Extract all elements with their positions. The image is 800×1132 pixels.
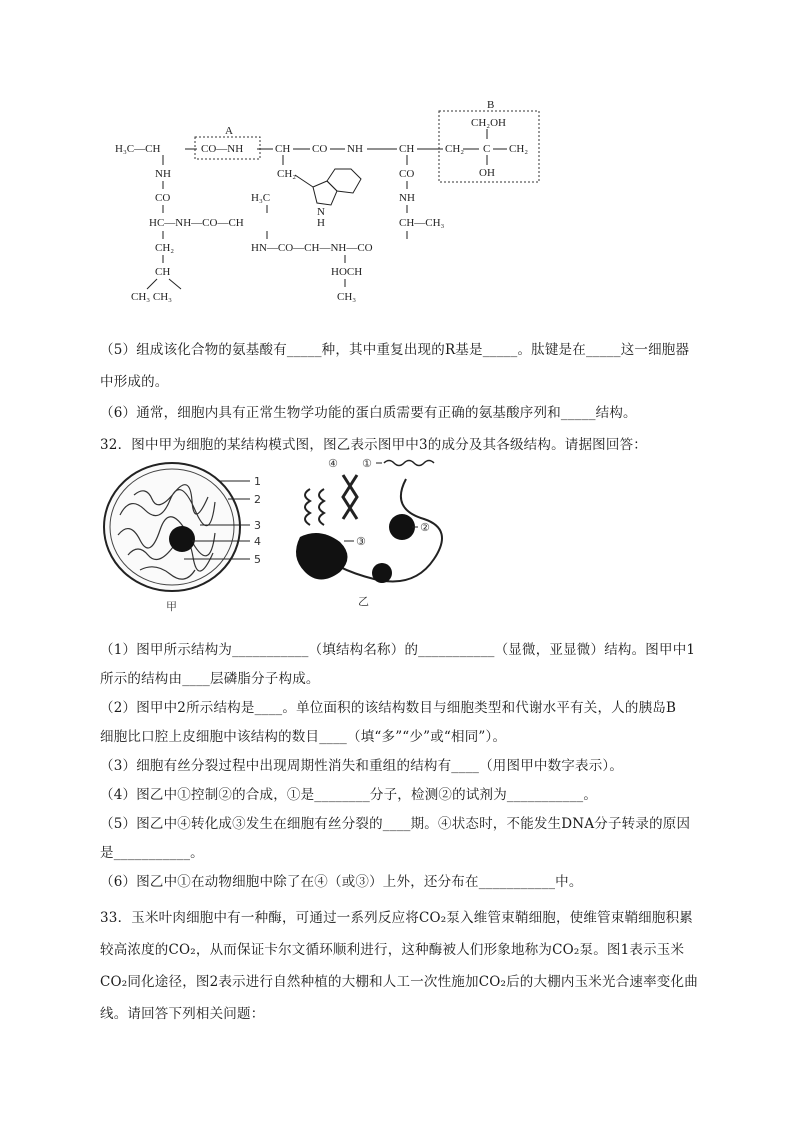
q32-4: （4）图乙中①控制②的合成，①是________分子，检测②的试剂为___________。	[100, 787, 598, 803]
h3c-mid: H₃C	[251, 192, 271, 204]
dna-double-helix	[384, 461, 434, 466]
indole-benzene	[327, 169, 361, 193]
ch3-pair: CH₃ CH₃	[131, 291, 172, 303]
chromatin-mass	[296, 533, 348, 580]
question-32-intro: 32．图中甲为细胞的某结构模式图，图乙表示图甲中3的成分及其各级结构。请据图回答：	[100, 437, 647, 453]
ch3-bottom: CH₃	[337, 291, 357, 303]
q32-2-line-2: 细胞比口腔上皮细胞中该结构的数目____（填“多”“少”或“相同”）。	[100, 729, 507, 745]
nh-left: NH	[155, 168, 171, 180]
q32-1-line-1: （1）图甲所示结构为___________（填结构名称）的___________（显微，亚显微）结构。图甲中1	[100, 642, 696, 658]
ch-ch3: CH—CH₃	[399, 217, 445, 229]
nucleus-outer-membrane	[104, 463, 240, 591]
hc-nh-co-ch: HC—NH—CO—CH	[149, 217, 244, 229]
q32-6: （6）图乙中①在动物细胞中除了在④（或③）上外，还分布在___________中。	[100, 874, 583, 890]
yi-mark-3: ③	[356, 535, 366, 548]
yi-caption: 乙	[358, 595, 369, 608]
jia-num-3: 3	[254, 519, 261, 532]
cell-nucleus-figure	[100, 455, 460, 620]
c-b: C	[483, 143, 491, 155]
q32-5-line-1: （5）图乙中④转化成③发生在细胞有丝分裂的____期。④状态时，不能发生DNA分子转录的原因	[100, 816, 691, 832]
jia-num-5: 5	[254, 553, 261, 566]
ch2-left: CH₂	[155, 242, 175, 254]
q33-line-2: 较高浓度的CO₂，从而保证卡尔文循环顺利进行，这种酶被人们形象地称为CO₂泵。图1表示玉米	[100, 942, 685, 958]
ch-right: CH	[399, 143, 415, 155]
h3c-ch: H₃C—CH	[115, 143, 161, 155]
co-left: CO	[155, 192, 171, 204]
ch2-end: CH₂	[509, 143, 529, 155]
ch-left: CH	[155, 266, 171, 278]
nh1: NH	[347, 143, 363, 155]
hoch: HOCH	[331, 266, 363, 278]
nucleolus	[169, 526, 195, 552]
q32-5-line-2: 是___________。	[100, 845, 204, 861]
h-trp: H	[317, 217, 325, 229]
q33-line-3: CO₂同化途径，图2表示进行自然种植的大棚和人工一次性施加CO₂后的大棚内玉米光合速率变化曲	[100, 974, 698, 990]
question-5-line-2: 中形成的。	[100, 374, 169, 390]
protein-blob	[389, 514, 415, 540]
q33-line-1: 33．玉米叶肉细胞中有一种酶，可通过一系列反应将CO₂泵入维管束鞘细胞，使维管束鞘细胞积累	[100, 910, 693, 926]
q32-3: （3）细胞有丝分裂过程中出现周期性消失和重组的结构有____（用图甲中数字表示）。	[100, 758, 624, 774]
chromatin-small-blob	[372, 563, 392, 583]
hn-chain: HN—CO—CH—NH—CO	[251, 242, 373, 254]
ch1: CH	[275, 143, 291, 155]
co-nh-a: CO—NH	[201, 143, 244, 155]
co1: CO	[312, 143, 328, 155]
jia-caption: 甲	[166, 600, 177, 613]
question-5-line-1: （5）组成该化合物的氨基酸有_____种，其中重复出现的R基是_____。肽键是在_____这一细胞器	[100, 342, 690, 358]
ch2oh: CH₂OH	[471, 117, 507, 129]
jia-num-2: 2	[254, 493, 261, 506]
oh: OH	[479, 167, 495, 179]
nh-right: NH	[399, 192, 415, 204]
supercoil	[305, 489, 324, 525]
co-right: CO	[399, 168, 415, 180]
yi-mark-2: ②	[420, 521, 430, 534]
jia-num-1: 1	[254, 475, 261, 488]
question-6: （6）通常，细胞内具有正常生物学功能的蛋白质需要有正确的氨基酸序列和_____结构。	[100, 405, 637, 421]
label-b: B	[487, 99, 495, 111]
q33-line-4: 线。请回答下列相关问题：	[100, 1006, 265, 1022]
ch2-right: CH₂	[445, 143, 465, 155]
q32-1-line-2: 所示的结构由____层磷脂分子构成。	[100, 671, 320, 687]
peptide-structure-figure	[105, 95, 565, 310]
n-trp: N	[317, 206, 325, 218]
indole-pyrrole	[313, 181, 337, 205]
ch2-trp: CH₂	[277, 168, 297, 180]
jia-num-4: 4	[254, 535, 261, 548]
chromosome-x	[343, 475, 357, 519]
yi-mark-4: ④	[328, 457, 338, 470]
label-a: A	[225, 125, 233, 137]
yi-mark-1: ①	[362, 457, 372, 470]
q32-2-line-1: （2）图甲中2所示结构是____。单位面积的该结构数目与细胞类型和代谢水平有关，人的胰岛B	[100, 700, 677, 716]
